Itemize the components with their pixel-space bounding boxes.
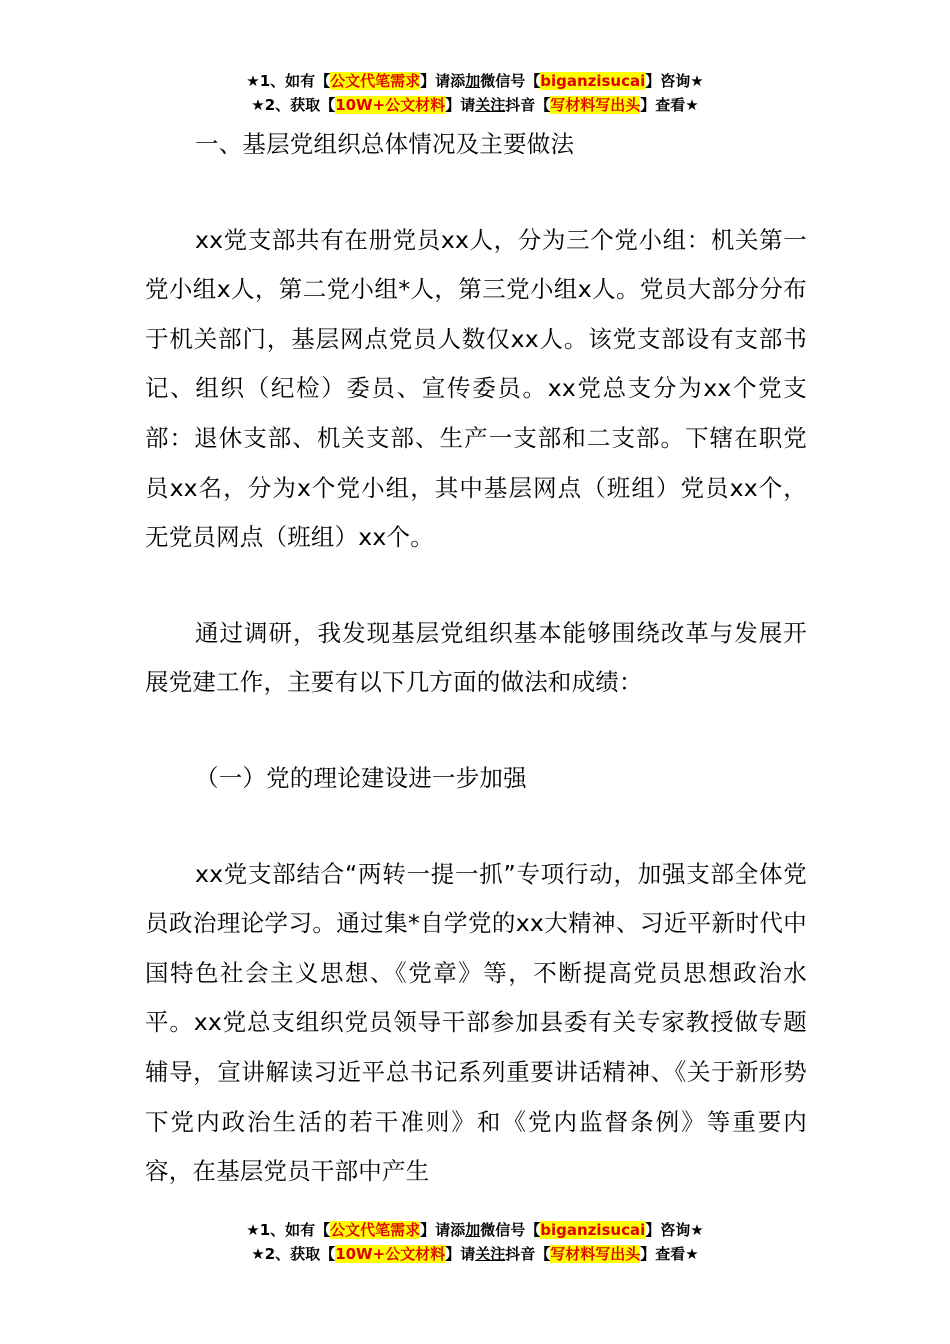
banner-underline: 加 [465,1221,481,1239]
banner-text: 】请添 [420,72,466,90]
banner-text: ★1、如有【 [246,1221,331,1239]
banner-text: 微信号【 [480,1221,541,1239]
banner-text: 】请添 [420,1221,466,1239]
section-heading: 一、基层党组织总体情况及主要做法 [195,130,575,158]
banner-highlight: biganzisucai [540,1221,646,1239]
banner-highlight: 10W+公文材料 [335,96,446,114]
promo-banner-bottom-line2 [0,1243,950,1265]
document-body [145,120,807,1197]
banner-text: 抖音【 [505,96,551,114]
banner-text: 】咨询★ [645,1221,704,1239]
promo-banner-bottom-line1 [0,1219,950,1241]
banner-text: 】请 [445,96,476,114]
banner-text: ★2、获取【 [251,1245,336,1263]
banner-highlight: 公文代笔需求 [330,1221,421,1239]
banner-highlight: 写材料写出头 [550,1245,641,1263]
paragraph: 通过调研，我发现基层党组织基本能够围绕改革与发展开展党建工作，主要有以下几方面的做法和成绩： [145,618,807,697]
banner-highlight: 公文代笔需求 [330,72,421,90]
banner-highlight: 10W+公文材料 [335,1245,446,1263]
banner-highlight: biganzisucai [540,72,646,90]
banner-underline: 关注 [475,96,506,114]
banner-underline: 加 [465,72,481,90]
paragraph: xx党支部结合“两转一提一抓”专项行动，加强支部全体党员政治理论学习。通过集*自学党的xx大精神、习近平新时代中国特色社会主义思想、《党章》等，不断提高党员思想政治水平。xx党总支组织党员领导干部参加县委有关专家教授做专题辅导，宣讲解读习近平总书记系列重要讲话精神、《关于新形势下党内政治生活的若干准则》和《党内监督条例》等重要内容，在基层党员干部中产生 [145,859,807,1186]
banner-text: 】查看★ [640,1245,699,1263]
banner-text: ★1、如有【 [246,72,331,90]
paragraph: xx党支部共有在册党员xx人，分为三个党小组：机关第一党小组x人，第二党小组*人，第三党小组x人。党员大部分分布于机关部门，基层网点党员人数仅xx人。该党支部设有支部书记、组织（纪检）委员、宣传委员。xx党总支分为xx个党支部：退休支部、机关支部、生产一支部和二支部。下辖在职党员xx名，分为x个党小组，其中基层网点（班组）党员xx个，无党员网点（班组）xx个。 [145,225,807,552]
promo-banner-top-line2 [0,94,950,116]
banner-highlight: 写材料写出头 [550,96,641,114]
banner-text: 抖音【 [505,1245,551,1263]
banner-text: 】咨询★ [645,72,704,90]
banner-text: 】查看★ [640,96,699,114]
subsection-heading: （一）党的理论建设进一步加强 [195,763,527,792]
banner-underline: 关注 [475,1245,506,1263]
promo-banner-top-line1 [0,70,950,92]
banner-text: 微信号【 [480,72,541,90]
banner-text: ★2、获取【 [251,96,336,114]
banner-text: 】请 [445,1245,476,1263]
